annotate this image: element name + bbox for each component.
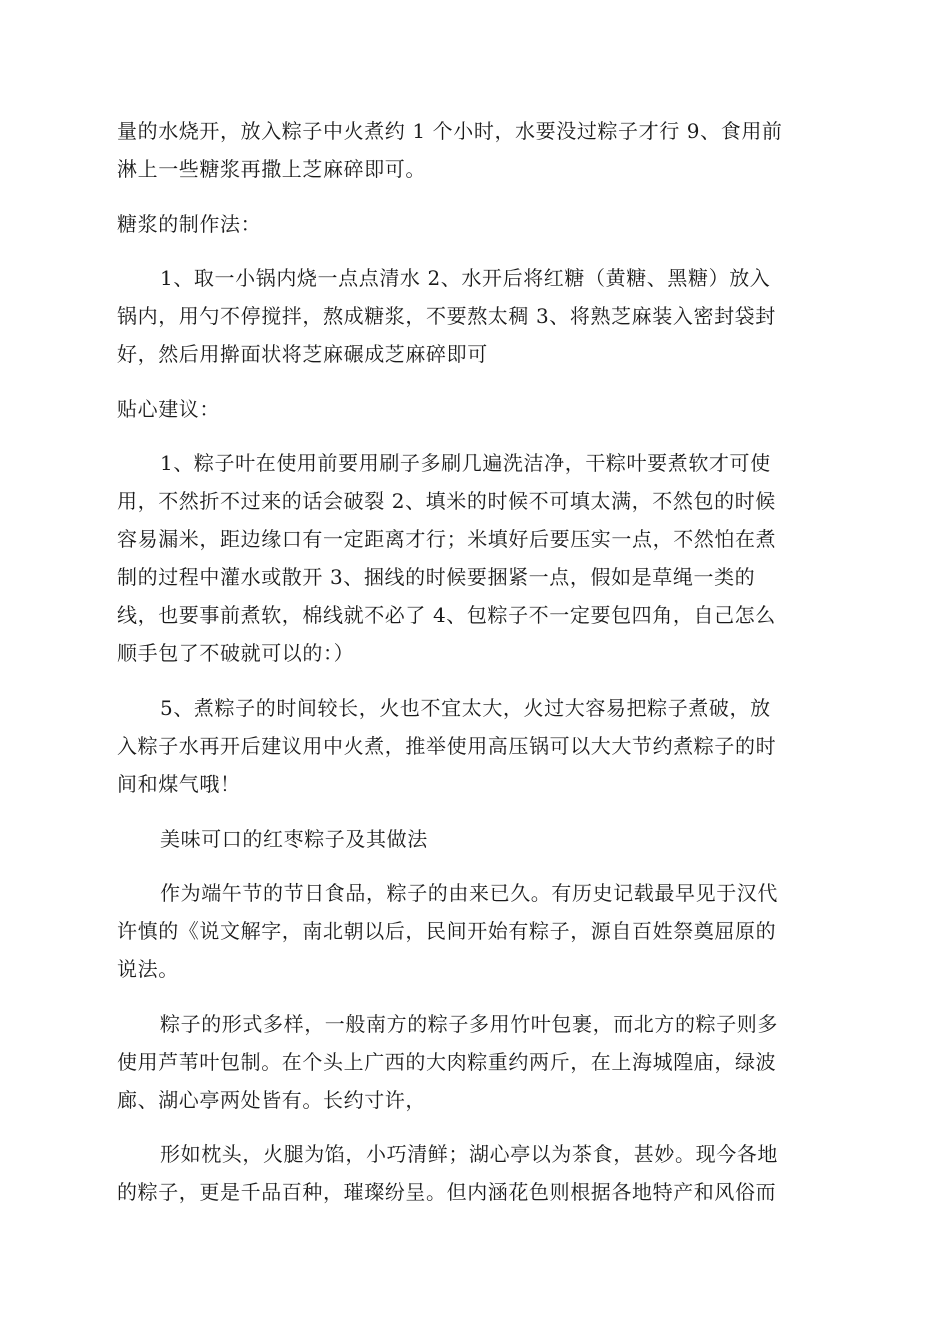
text-line: 用，不然折不过来的话会破裂 2、填米的时候不可填太满，不然包的时候 [117,489,776,513]
text-line: 的粽子，更是千品百种，璀璨纷呈。但内涵花色则根据各地特产和风俗而 [117,1180,777,1204]
section-heading: 贴心建议： [117,397,220,421]
text-line: 间和煤气哦！ [117,772,241,796]
text-line: 5、煮粽子的时间较长，火也不宜太大，火过大容易把粽子煮破，放 [160,696,771,720]
section-heading: 糖浆的制作法： [117,212,262,236]
text-line: 制的过程中灌水或散开 3、捆线的时候要捆紧一点，假如是草绳一类的 [117,565,756,589]
text-line: 作为端午节的节日食品，粽子的由来已久。有历史记载最早见于汉代 [160,881,778,905]
text-line: 淋上一些糖浆再撒上芝麻碎即可。 [117,157,426,181]
text-line: 使用芦苇叶包制。在个头上广西的大肉粽重约两斤，在上海城隍庙，绿波 [117,1050,777,1074]
text-line: 1、取一小锅内烧一点点清水 2、水开后将红糖（黄糖、黑糖）放入 [160,266,771,290]
text-line: 锅内，用勺不停搅拌，熬成糖浆，不要熬太稠 3、将熟芝麻装入密封袋封 [117,304,776,328]
text-line: 容易漏米，距边缘口有一定距离才行；米填好后要压实一点，不然怕在煮 [117,527,777,551]
text-line: 许慎的《说文解字，南北朝以后，民间开始有粽子，源自百姓祭奠屈原的 [117,919,777,943]
text-line: 线，也要事前煮软，棉线就不必了 4、包粽子不一定要包四角，自己怎么 [117,603,776,627]
text-line: 好，然后用擀面状将芝麻碾成芝麻碎即可 [117,342,488,366]
text-line: 1、粽子叶在使用前要用刷子多刷几遍洗洁净，干粽叶要煮软才可使 [160,451,771,475]
text-line: 量的水烧开，放入粽子中火煮约 1 个小时，水要没过粽子才行 9、食用前 [117,119,783,143]
text-line: 入粽子水再开后建议用中火煮，推举使用高压锅可以大大节约煮粽子的时 [117,734,777,758]
article-title: 美味可口的红枣粽子及其做法 [160,827,428,851]
text-line: 说法。 [117,957,179,981]
text-line: 顺手包了不破就可以的：） [117,641,355,665]
text-line: 形如枕头，火腿为馅，小巧清鲜；湖心亭以为茶食，甚妙。现今各地 [160,1142,778,1166]
text-line: 粽子的形式多样，一般南方的粽子多用竹叶包裹，而北方的粽子则多 [160,1012,778,1036]
text-line: 廊、湖心亭两处皆有。长约寸许， [117,1088,426,1112]
